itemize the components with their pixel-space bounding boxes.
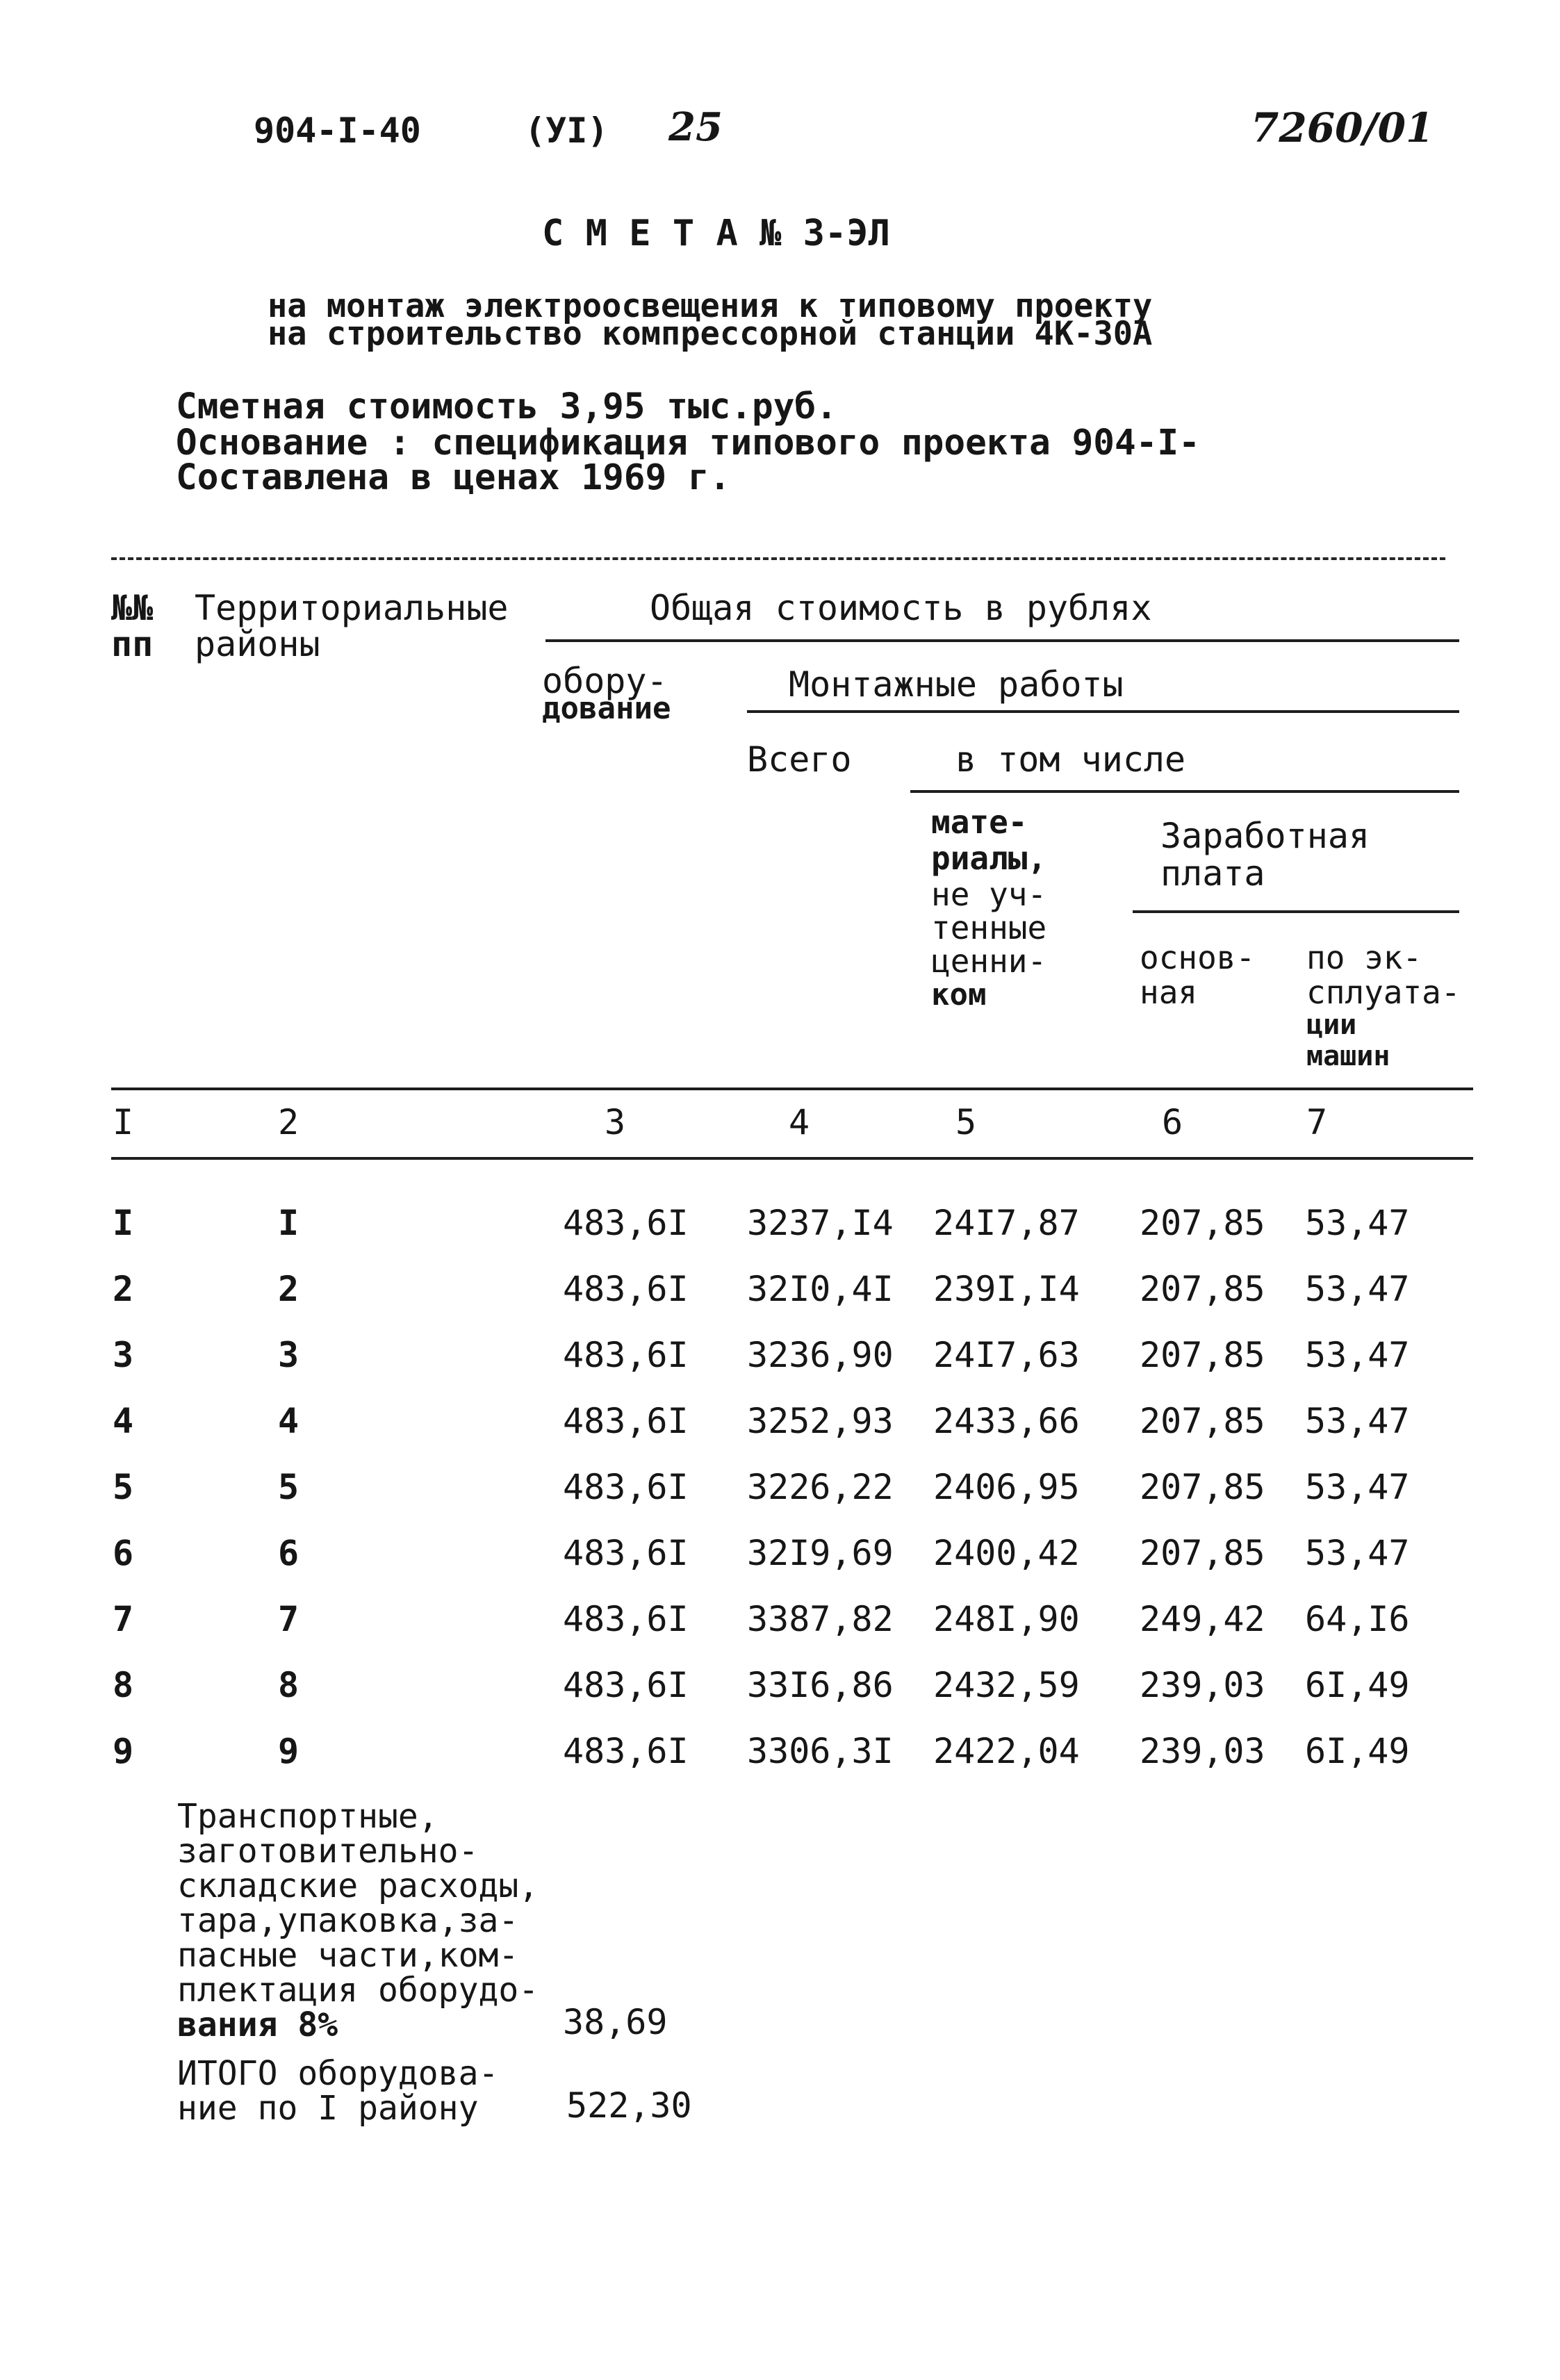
column-number: I xyxy=(113,1102,134,1142)
materials-header-line5: ценни- xyxy=(931,942,1047,980)
row-number: 9 xyxy=(113,1731,134,1771)
materials-header-line3: не уч- xyxy=(931,876,1047,913)
materials-cost: 239I,I4 xyxy=(933,1269,1080,1309)
installation-total: 3226,22 xyxy=(747,1467,894,1507)
basic-wages-header-line2: ная xyxy=(1140,974,1198,1011)
machine-wages: 6I,49 xyxy=(1305,1731,1410,1771)
equipment-cost: 483,6I xyxy=(563,1599,689,1639)
column-number: 6 xyxy=(1162,1102,1183,1142)
machine-wages: 64,I6 xyxy=(1305,1599,1410,1639)
transport-line: заготовительно- xyxy=(177,1832,479,1871)
materials-cost: 2400,42 xyxy=(933,1533,1080,1573)
machine-wages: 53,47 xyxy=(1305,1533,1410,1573)
all-header: Всего xyxy=(747,739,852,780)
machine-wages: 53,47 xyxy=(1305,1401,1410,1441)
column-numbers-rule xyxy=(111,1157,1473,1160)
document-title: С М Е Т А № 3-ЭЛ xyxy=(542,213,890,254)
region-number: I xyxy=(278,1203,299,1243)
materials-cost: 24I7,63 xyxy=(933,1335,1080,1375)
equipment-header: обору- xyxy=(542,661,668,701)
col-region-header: Территориальные xyxy=(195,588,509,628)
document-subtitle-line1: на монтаж электроосвещения к типовому проекту xyxy=(268,287,1153,325)
region-number: 6 xyxy=(278,1533,299,1573)
materials-cost: 24I7,87 xyxy=(933,1203,1080,1243)
row-number: 3 xyxy=(113,1335,134,1375)
col-number-header-line2: пп xyxy=(111,624,154,664)
materials-cost: 2432,59 xyxy=(933,1665,1080,1705)
equipment-cost: 483,6I xyxy=(563,1335,689,1375)
column-number: 7 xyxy=(1306,1102,1328,1142)
basic-wages: 207,85 xyxy=(1140,1533,1265,1573)
installation-rule xyxy=(747,710,1459,713)
transport-line: тара,упаковка,за- xyxy=(177,1901,519,1940)
estimated-cost: Сметная стоимость 3,95 тыс.руб. xyxy=(176,386,837,427)
row-number: 7 xyxy=(113,1599,134,1639)
equipment-cost: 483,6I xyxy=(563,1269,689,1309)
including-rule xyxy=(910,790,1459,793)
column-number: 3 xyxy=(605,1102,626,1142)
machine-wages: 53,47 xyxy=(1305,1467,1410,1507)
row-number: 6 xyxy=(113,1533,134,1573)
column-number: 2 xyxy=(278,1102,299,1142)
column-number: 4 xyxy=(789,1102,810,1142)
materials-cost: 248I,90 xyxy=(933,1599,1080,1639)
col-region-header-line2: районы xyxy=(195,624,320,664)
row-number: 8 xyxy=(113,1665,134,1705)
archive-number: 7260/01 xyxy=(1251,104,1434,151)
region-number: 9 xyxy=(278,1731,299,1771)
including-header: в том числе xyxy=(955,739,1186,780)
row-number: 2 xyxy=(113,1269,134,1309)
materials-header-line2: риалы, xyxy=(931,839,1047,877)
installation-total: 3236,90 xyxy=(747,1335,894,1375)
transport-costs-value: 38,69 xyxy=(563,2002,668,2042)
wages-rule xyxy=(1133,910,1459,913)
total-equipment-label-line2: ние по I району xyxy=(177,2089,479,2128)
project-code: 904-I-40 xyxy=(254,110,421,151)
row-number: I xyxy=(113,1203,134,1243)
region-number: 3 xyxy=(278,1335,299,1375)
installation-total: 32I0,4I xyxy=(747,1269,894,1309)
total-equipment-label: ИТОГО оборудова- xyxy=(177,2054,499,2093)
basic-wages-header: основ- xyxy=(1140,939,1256,976)
region-number: 2 xyxy=(278,1269,299,1309)
installation-total: 3387,82 xyxy=(747,1599,894,1639)
header-bottom-rule xyxy=(111,1088,1473,1090)
machine-wages-header-line3: ции xyxy=(1306,1009,1357,1041)
materials-header-line4: тенные xyxy=(931,909,1047,946)
region-number: 8 xyxy=(278,1665,299,1705)
installation-total: 33I6,86 xyxy=(747,1665,894,1705)
basic-wages: 249,42 xyxy=(1140,1599,1265,1639)
installation-total: 3237,I4 xyxy=(747,1203,894,1243)
basic-wages: 207,85 xyxy=(1140,1335,1265,1375)
basic-wages: 207,85 xyxy=(1140,1467,1265,1507)
transport-line: Транспортные, xyxy=(177,1797,438,1836)
materials-cost: 2406,95 xyxy=(933,1467,1080,1507)
machine-wages-header-line2: сплуата- xyxy=(1306,974,1461,1011)
estimate-basis: Основание : спецификация типового проекта 904-I- xyxy=(176,422,1200,463)
column-number: 5 xyxy=(955,1102,977,1142)
equipment-cost: 483,6I xyxy=(563,1533,689,1573)
equipment-cost: 483,6I xyxy=(563,1467,689,1507)
document-subtitle-line2: на строительство компрессорной станции 4К-30А xyxy=(268,315,1153,353)
total-cost-rule xyxy=(545,639,1459,642)
machine-wages: 53,47 xyxy=(1305,1335,1410,1375)
region-number: 7 xyxy=(278,1599,299,1639)
transport-line: вания 8% xyxy=(177,2005,338,2044)
equipment-cost: 483,6I xyxy=(563,1731,689,1771)
machine-wages: 6I,49 xyxy=(1305,1665,1410,1705)
wages-header-line2: плата xyxy=(1160,853,1265,894)
basic-wages: 207,85 xyxy=(1140,1401,1265,1441)
installation-total: 3252,93 xyxy=(747,1401,894,1441)
equipment-header-line2: дование xyxy=(542,691,671,726)
table-top-rule xyxy=(111,557,1445,560)
materials-cost: 2433,66 xyxy=(933,1401,1080,1441)
basic-wages: 239,03 xyxy=(1140,1665,1265,1705)
machine-wages-header-line4: машин xyxy=(1306,1040,1390,1072)
equipment-cost: 483,6I xyxy=(563,1401,689,1441)
materials-cost: 2422,04 xyxy=(933,1731,1080,1771)
installation-header: Монтажные работы xyxy=(789,664,1124,705)
machine-wages: 53,47 xyxy=(1305,1203,1410,1243)
album-number: (УI) xyxy=(525,110,609,151)
basic-wages: 207,85 xyxy=(1140,1203,1265,1243)
row-number: 4 xyxy=(113,1401,134,1441)
installation-total: 32I9,69 xyxy=(747,1533,894,1573)
installation-total: 3306,3I xyxy=(747,1731,894,1771)
equipment-cost: 483,6I xyxy=(563,1203,689,1243)
equipment-cost: 483,6I xyxy=(563,1665,689,1705)
basic-wages: 239,03 xyxy=(1140,1731,1265,1771)
machine-wages: 53,47 xyxy=(1305,1269,1410,1309)
region-number: 5 xyxy=(278,1467,299,1507)
transport-line: пасные части,ком- xyxy=(177,1936,519,1975)
page-number: 25 xyxy=(668,104,723,150)
machine-wages-header: по эк- xyxy=(1306,939,1422,976)
row-number: 5 xyxy=(113,1467,134,1507)
basic-wages: 207,85 xyxy=(1140,1269,1265,1309)
col-number-header: №№ xyxy=(111,588,154,628)
region-number: 4 xyxy=(278,1401,299,1441)
total-equipment-value: 522,30 xyxy=(566,2085,692,2126)
transport-line: плектация оборудо- xyxy=(177,1971,539,2010)
wages-header: Заработная xyxy=(1160,816,1370,856)
materials-header: мате- xyxy=(931,803,1028,841)
total-cost-header: Общая стоимость в рублях xyxy=(650,588,1152,628)
transport-line: складские расходы, xyxy=(177,1866,539,1905)
materials-header-line6: ком xyxy=(931,977,987,1012)
price-year: Составлена в ценах 1969 г. xyxy=(176,457,731,498)
